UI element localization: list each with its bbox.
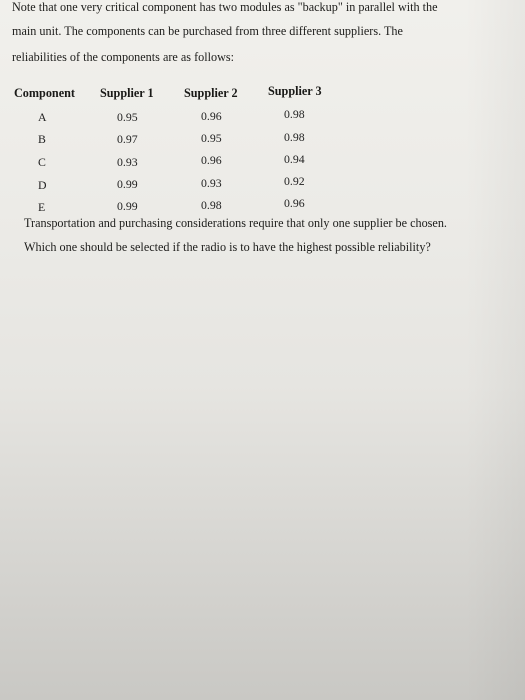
table-cell: 0.96	[201, 153, 222, 167]
table-cell: E	[38, 200, 46, 214]
table-cell: D	[38, 178, 47, 192]
header-supplier-3: Supplier 3	[268, 84, 322, 98]
table-cell: 0.94	[284, 152, 305, 166]
header-supplier-1: Supplier 1	[100, 86, 154, 100]
question-line-1: Transportation and purchasing considerations require that only one supplier be chosen.	[24, 216, 447, 230]
question-line-2: Which one should be selected if the radio is to have the highest possible reliability?	[24, 240, 431, 254]
page-shadow	[465, 0, 525, 700]
header-component: Component	[14, 86, 75, 100]
paragraph-line-2: main unit. The components can be purchased from three different suppliers. The	[12, 24, 403, 38]
paragraph-line-3: reliabilities of the components are as follows:	[12, 50, 235, 64]
table-cell: 0.97	[117, 132, 138, 146]
table-cell: 0.99	[117, 199, 138, 213]
table-cell: 0.93	[117, 155, 138, 169]
table-cell: B	[38, 132, 46, 146]
table-cell: 0.96	[201, 109, 222, 123]
table-cell: 0.95	[201, 131, 222, 145]
table-cell: 0.96	[284, 196, 305, 210]
header-supplier-2: Supplier 2	[184, 86, 238, 100]
table-cell: 0.98	[201, 198, 222, 212]
table-cell: 0.92	[284, 174, 305, 188]
table-cell: 0.98	[284, 107, 305, 121]
paragraph-line-1: Note that one very critical component has two modules as "backup" in parallel with the	[12, 0, 438, 14]
table-cell: 0.99	[117, 177, 138, 191]
table-cell: A	[38, 110, 47, 124]
table-cell: C	[38, 155, 46, 169]
table-cell: 0.93	[201, 176, 222, 190]
table-cell: 0.95	[117, 110, 138, 124]
table-cell: 0.98	[284, 130, 305, 144]
